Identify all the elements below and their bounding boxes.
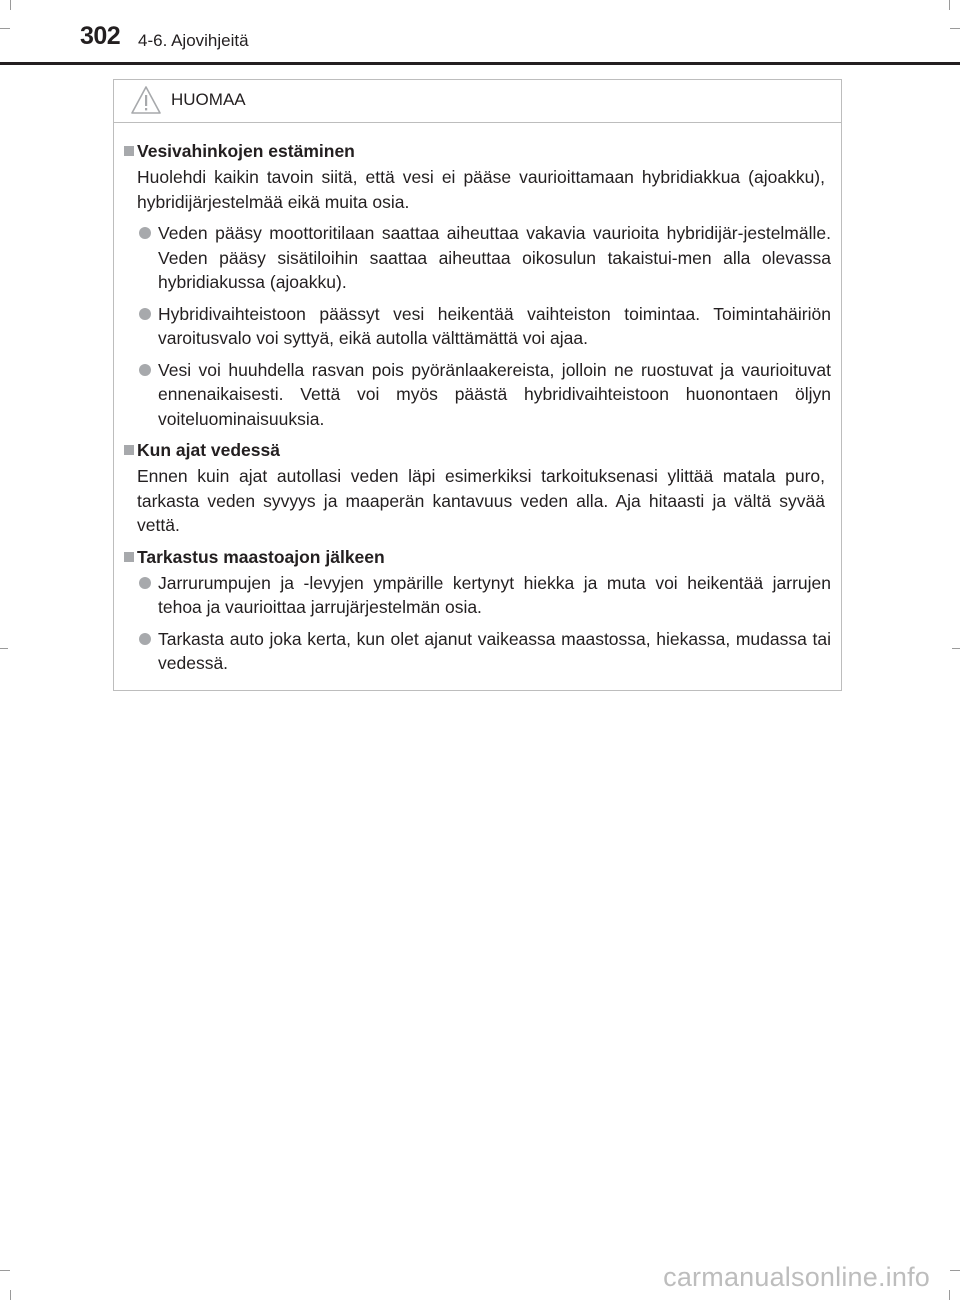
section-heading-text: Tarkastus maastoajon jälkeen (137, 546, 385, 567)
list-item (124, 302, 831, 351)
notice-label: HUOMAA (171, 90, 246, 109)
crop-mark (952, 648, 960, 649)
crop-mark (949, 1290, 950, 1300)
crop-mark (950, 28, 960, 29)
crop-mark (0, 648, 8, 649)
notice-box (113, 79, 842, 691)
crop-mark (949, 0, 950, 10)
square-bullet-icon (124, 146, 134, 156)
page-number: 302 (80, 22, 121, 50)
section-intro: Ennen kuin ajat autollasi veden läpi esimerkiksi tarkoituksenasi ylittää matala puro, tarkasta veden syvyys ja maaperän kantavuus veden alla. Aja hitaasti ja vältä syvää vettä. (137, 466, 825, 535)
list-item (124, 221, 831, 295)
list-item-text: Hybridivaihteistoon päässyt vesi heikentää vaihteiston toimintaa. Toimintahäiriön varoitusvalo voi syttyä, eikä autolla välttämättä voi ajaa. (158, 303, 831, 348)
list-item (124, 358, 831, 432)
crop-mark (10, 0, 11, 10)
list-item-text: Veden pääsy moottoritilaan saattaa aiheuttaa vakavia vaurioita hybridijär-jestelmälle. Veden pääsy sisätiloihin saattaa aiheuttaa oikosulun takaistui-men alla olevassa hybridiakussa (ajoakku). (158, 223, 831, 292)
round-bullet-icon (139, 577, 151, 589)
list-item-text: Tarkasta auto joka kerta, kun olet ajanut vaikeassa maastossa, hiekassa, mudassa tai vedessä. (158, 628, 831, 673)
list-item (124, 627, 831, 676)
round-bullet-icon (139, 308, 151, 320)
crop-mark (0, 28, 10, 29)
section-intro: Huolehdi kaikin tavoin siitä, että vesi ei pääse vaurioittamaan hybridiakkua (ajoakku), hybridijärjestelmää eikä muita osia. (137, 167, 825, 212)
section-heading (124, 545, 831, 569)
round-bullet-icon (139, 633, 151, 645)
crop-mark (10, 1290, 11, 1300)
crop-mark (0, 1270, 10, 1271)
list-item-text: Vesi voi huuhdella rasvan pois pyöränlaakereista, jolloin ne ruostuvat ja vaurioituvat ennenaikaisesti. Vettä voi myös päästä hybridivaihteistoon huonontaen öljyn voiteluominaisuuksia. (158, 359, 831, 429)
list-item (124, 571, 831, 620)
list-item-text: Jarrurumpujen ja -levyjen ympärille kertynyt hiekka ja muta voi heikentää jarrujen tehoa ja vaurioittaa jarrujärjestelmän osia. (158, 572, 831, 617)
notice-header (114, 80, 841, 123)
square-bullet-icon (124, 445, 134, 455)
square-bullet-icon (124, 552, 134, 562)
section-heading (124, 438, 831, 462)
section-heading-text: Vesivahinkojen estäminen (137, 141, 355, 161)
round-bullet-icon (139, 364, 151, 376)
warning-triangle-icon (130, 85, 162, 115)
round-bullet-icon (139, 227, 151, 239)
header-rule (0, 62, 960, 65)
section-heading-text: Kun ajat vedessä (137, 440, 280, 460)
section-heading (124, 139, 831, 163)
notice-body (114, 123, 841, 676)
crop-mark (950, 1270, 960, 1271)
section-title: 4-6. Ajovihjeitä (138, 31, 249, 50)
watermark: carmanualsonline.info (663, 1262, 930, 1292)
